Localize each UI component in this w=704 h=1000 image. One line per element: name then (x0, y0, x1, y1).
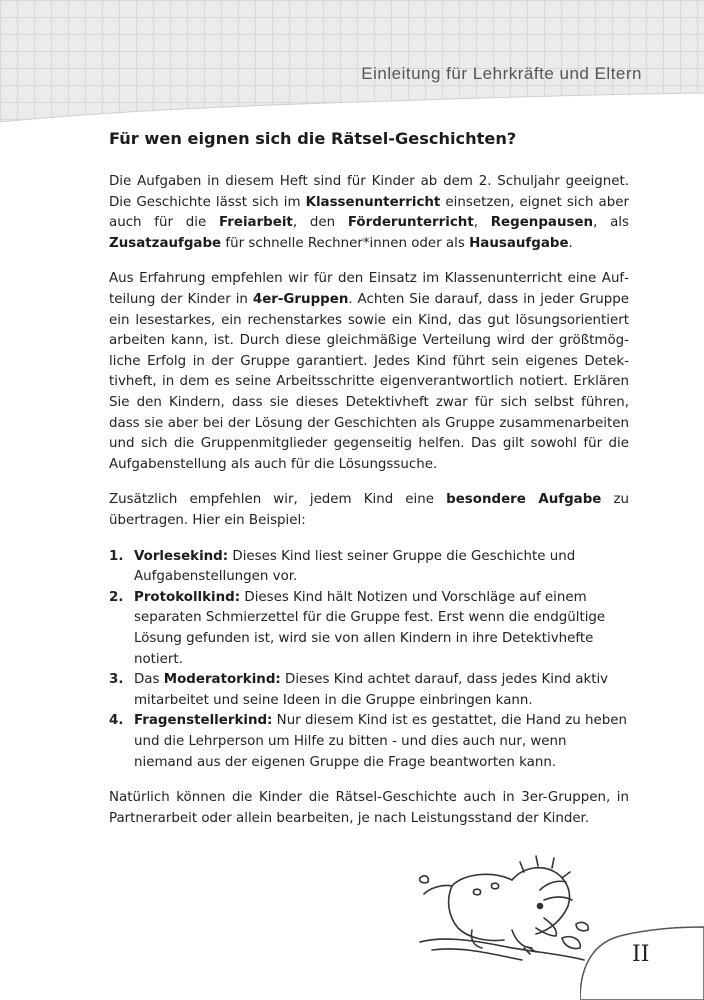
list-item (109, 711, 629, 773)
list-item-role: Fragenstellerkind: (134, 713, 273, 729)
page-heading: Für wen eignen sich die Rätsel-Geschichten? (109, 129, 517, 148)
intro-text: für schnelle Rechner*innen oder als (221, 235, 470, 251)
list-item-text: Dieses Kind liest seiner Gruppe die Geschichte und Aufgabenstellungen vor. (134, 548, 576, 585)
task-intro-paragraph (109, 490, 629, 531)
intro-text: Die Aufgaben in diesem Heft sind für Kinder ab dem 2. Schuljahr geeignet. Die Geschichte lässt sich im (109, 174, 629, 210)
intro-bold-term: Regenpausen (490, 215, 594, 231)
intro-text: , (473, 215, 491, 231)
list-item-number: 3. (109, 672, 124, 688)
intro-bold-term: Förderunterricht (347, 215, 474, 231)
intro-text: , den (292, 215, 348, 231)
list-item-role: Protokollkind: (134, 589, 241, 605)
chapter-title: Einleitung für Lehrkräfte und Eltern (361, 64, 642, 83)
intro-paragraph (109, 172, 629, 254)
task-intro-bold-term: besondere Aufgabe (446, 492, 602, 508)
page-content (109, 128, 629, 844)
intro-bold-term: Zusatzaufgabe (109, 235, 222, 251)
list-item-text: Dieses Kind achtet darauf, dass jedes Kind aktiv mitarbeitet und seine Ideen in die Gruppe einbringen kann. (134, 672, 609, 708)
groups-paragraph (109, 269, 629, 475)
intro-bold-term: Hausaufgabe (469, 235, 569, 251)
intro-bold-term: Klassenunterricht (305, 194, 441, 210)
list-item-role: Vorlesekind: (134, 548, 229, 564)
triceratops-dinosaur-icon (412, 850, 592, 970)
task-intro-text: zu übertragen. Hier ein Beispiel: (109, 492, 630, 528)
groups-text: . Achten Sie darauf, dass in jeder Gruppe ein lesestarkes, ein rechenstarkes sowie ein Kind, das gut lösungsorientiert arbeiten kann, ist. Durch diese gleichmäßige Verteilung wird der größtmögliche Erfolg in der Gruppe garantiert. Jedes Kind führt sein eigenes Detektivheft, in dem es seine Arbeitsschritte eigenverantwortlich notiert. Erklären Sie den Kindern, dass sie dieses Detektivheft zwar für sich selbst führen, dass sie aber bei der Lösung der Geschichten als Gruppe zusammenarbeiten und sich die Gruppenmitglieder gegenseitig helfen. Das gilt sowohl für die Aufgabenstellung als auch für die Lösungssuche. (109, 292, 629, 472)
intro-text: . (568, 235, 573, 251)
intro-text: einsetzen, eignet sich aber auch für die (109, 194, 629, 231)
list-item-role: Moderatorkind: (163, 672, 281, 688)
list-item (109, 588, 629, 670)
list-item-number: 4. (109, 713, 124, 729)
groups-text: Aus Erfahrung empfehlen wir für den Einsatz im Klassenunterricht eine Aufteilung der Kinder in (109, 271, 629, 308)
list-item-prefix: Das (134, 672, 164, 688)
page-number: II (632, 942, 650, 967)
intro-bold-term: Freiarbeit (218, 215, 293, 231)
list-item-number: 2. (109, 589, 124, 605)
closing-paragraph: Natürlich können die Kinder die Rätsel-Geschichte auch in 3er-Gruppen, in Partnerarbeit oder allein bearbeiten, je nach Leistungsstand der Kinder. (109, 790, 629, 826)
task-intro-text: Zusätzlich empfehlen wir, jedem Kind eine (109, 492, 447, 508)
list-item-number: 1. (109, 548, 124, 564)
list-item-text: Nur diesem Kind ist es gestattet, die Hand zu heben und die Lehrperson um Hilfe zu bitten - und dies auch nur, wenn niemand aus der eigenen Gruppe die Frage beantworten kann. (134, 713, 627, 770)
groups-bold-term: 4er-Gruppen (252, 292, 349, 308)
intro-text: , als (593, 215, 630, 231)
list-item-text: Dieses Kind hält Notizen und Vorschläge auf einem separaten Schmierzettel für die Gruppe fest. Erst wenn die endgültige Lösung gefunden ist, wird sie von allen Kindern in ihre Detektivhefte notiert. (134, 589, 606, 667)
list-item (109, 670, 629, 711)
list-item (109, 547, 629, 588)
role-task-list (109, 547, 629, 774)
